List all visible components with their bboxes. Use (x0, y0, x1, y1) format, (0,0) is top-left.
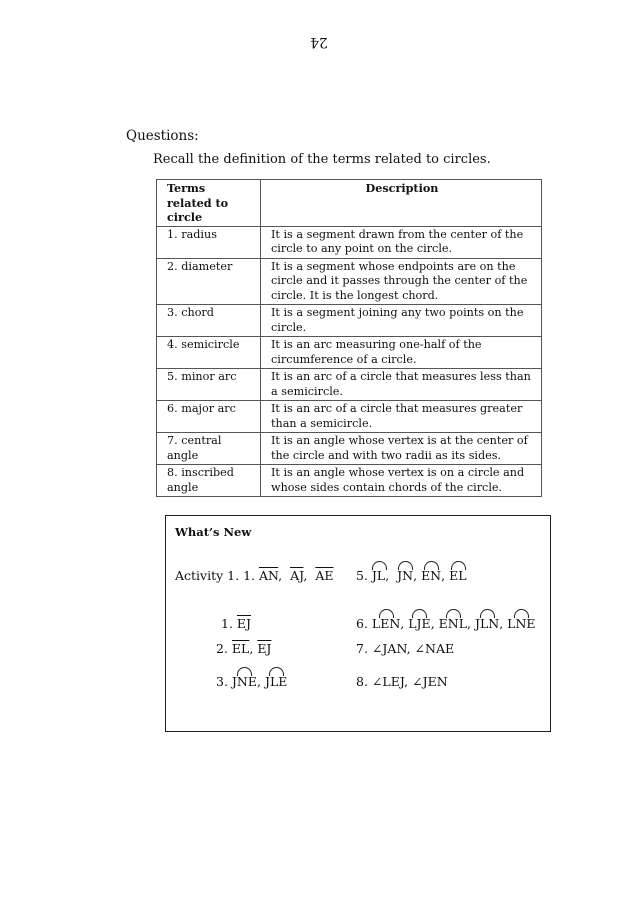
activity-item-7: 7. ∠JAN, ∠NAE (356, 641, 455, 656)
whats-new-title: What’s New (175, 525, 252, 539)
recall-instruction: Recall the definition of the terms related to circles. (153, 152, 491, 167)
activity-number: 1. (243, 568, 256, 583)
whats-new-box (165, 515, 551, 732)
table-row (157, 337, 542, 369)
activity-number: 8. (356, 674, 368, 689)
header-description: Description (261, 180, 542, 227)
table-row (157, 226, 542, 258)
description-cell: It is a segment joining any two points on the circle. (261, 305, 542, 337)
angle-label: NAE (425, 641, 455, 656)
arc-label: LNE (507, 616, 536, 631)
activity-item-5: 5. JL, JN, EN, EL (356, 568, 467, 583)
table-row (157, 305, 542, 337)
term-cell: 6. major arc (157, 401, 261, 433)
description-cell: It is an arc of a circle that measures less than a semicircle. (261, 369, 542, 401)
term-cell: 8. inscribed angle (157, 465, 261, 497)
description-cell: It is an angle whose vertex is at the center of the circle and with two radii as its sides. (261, 433, 542, 465)
table-row (157, 369, 542, 401)
activity-number: 1. (221, 616, 233, 631)
activity-item-2: 2. $\overline{EL}$, $\overline{EJ}$ (216, 641, 272, 656)
terms-table (156, 179, 542, 497)
table-row (157, 465, 542, 497)
activity-item-3: 3. JNE, JLE (216, 674, 288, 689)
activity-item-6: 6. LEN, LJE, ENL, JLN, LNE (356, 616, 536, 631)
table-row (157, 401, 542, 433)
arc-label: JNE (231, 674, 257, 689)
angle-label: JEN (422, 674, 448, 689)
arc-label: JLE (264, 674, 288, 689)
header-terms: Terms related to circle (157, 180, 261, 227)
activity-item-1: Activity 1. 1. $\overline{AN}$, $\overline{AJ}$, $\overline{AE}$ (175, 568, 334, 583)
activity-item-1b (221, 616, 251, 631)
arc-label: JN (397, 568, 414, 583)
activity-number: 5. (356, 568, 368, 583)
activity-item-8: 8. ∠LEJ, ∠JEN (356, 674, 448, 689)
segment-label: $\overline{EL}$ (231, 641, 250, 656)
description-cell: It is an arc measuring one-half of the circumference of a circle. (261, 337, 542, 369)
segment-label: $\overline{EJ}$ (236, 616, 252, 631)
term-cell: 2. diameter (157, 258, 261, 305)
arc-label: ENL (438, 616, 468, 631)
segment-label: $\overline{EJ}$ (257, 641, 272, 656)
term-cell: 7. central angle (157, 433, 261, 465)
angle-icon: ∠ (412, 674, 423, 689)
arc-label: JL (371, 568, 386, 583)
angle-icon: ∠ (371, 674, 383, 689)
segment-label: $\overline{AJ}$ (290, 568, 304, 583)
table-row (157, 433, 542, 465)
questions-label: Questions: (126, 128, 199, 144)
angle-label: JAN (382, 641, 407, 656)
angle-label: LEJ (382, 674, 405, 689)
description-cell: It is a segment whose endpoints are on the circle and it passes through the center of the circle. It is the longest chord. (261, 258, 542, 305)
description-cell: It is a segment drawn from the center of the circle to any point on the circle. (261, 226, 542, 258)
activity-number: 2. (216, 641, 228, 656)
activity-number: 7. (356, 641, 368, 656)
segment-label: $\overline{AE}$ (315, 568, 334, 583)
angle-icon: ∠ (371, 641, 383, 656)
activity-number: 6. (356, 616, 368, 631)
activity-label: Activity 1. (175, 568, 240, 583)
term-cell: 3. chord (157, 305, 261, 337)
activity-number: 3. (216, 674, 228, 689)
arc-label: EL (449, 568, 467, 583)
arc-label: LJE (408, 616, 431, 631)
term-cell: 1. radius (157, 226, 261, 258)
table-row (157, 258, 542, 305)
table-header-row (157, 180, 542, 227)
segment-label: $\overline{AN}$ (259, 568, 279, 583)
arc-label: EN (421, 568, 442, 583)
description-cell: It is an angle whose vertex is on a circle and whose sides contain chords of the circle. (261, 465, 542, 497)
term-cell: 4. semicircle (157, 337, 261, 369)
description-cell: It is an arc of a circle that measures greater than a semicircle. (261, 401, 542, 433)
angle-icon: ∠ (414, 641, 426, 656)
term-cell: 5. minor arc (157, 369, 261, 401)
page-number: 24 (310, 34, 328, 50)
arc-label: LEN (371, 616, 401, 631)
arc-label: JLN (474, 616, 500, 631)
